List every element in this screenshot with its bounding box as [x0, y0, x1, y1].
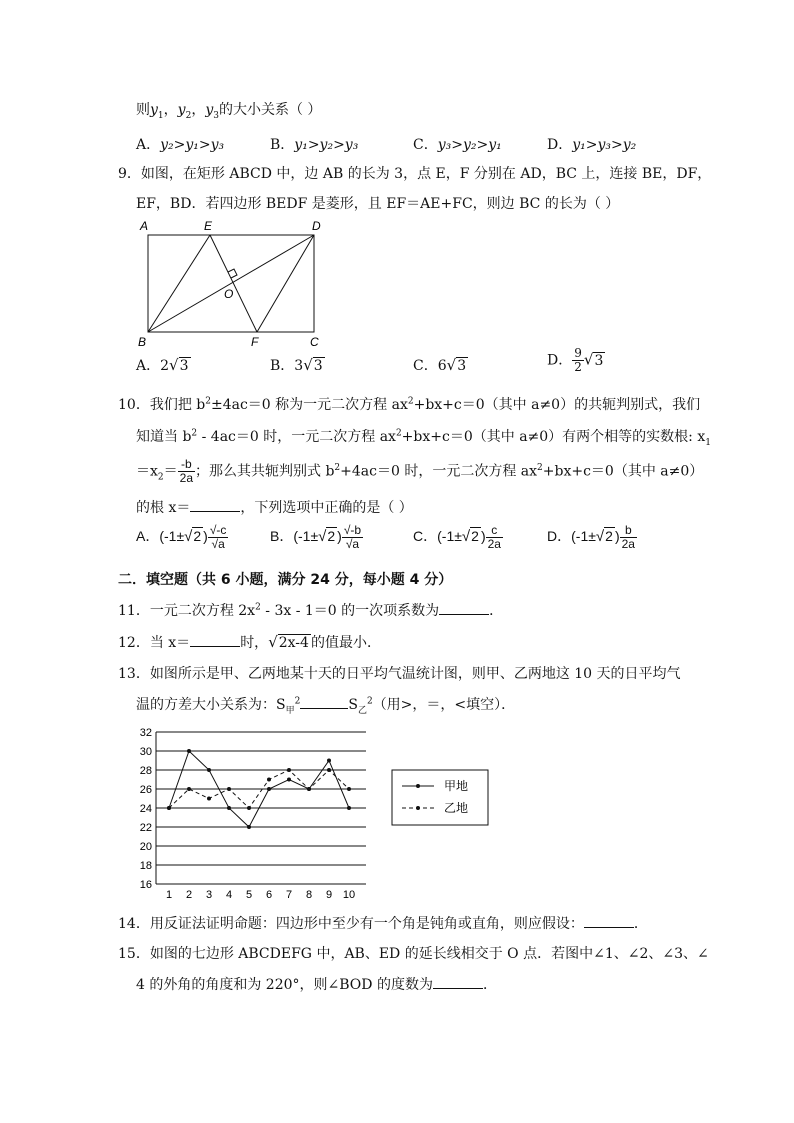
label-c: C: [310, 335, 319, 348]
series-2-point: [287, 768, 291, 772]
q10-line1: 10．我们把 $b^2\pm 4ac=0$ 称为一元二次方程 $ax^2+bx+c=0$（其中 a≠0）的共轭判别式，我们: [118, 396, 701, 413]
x-tick-label: 3: [205, 889, 213, 901]
q15-answer-blank[interactable]: [433, 988, 483, 989]
x-tick-label: 8: [305, 889, 313, 901]
legend-marker-2: [416, 806, 420, 810]
q15-line2: 4 的外角的角度和为 220°，则∠BOD 的度数为 ．: [136, 977, 497, 993]
x-tick-label: 9: [325, 889, 333, 901]
q8-option-b[interactable]: B．y₁>y₂>y₃: [270, 137, 359, 153]
legend-box: [392, 770, 488, 825]
q10-line2: 知道当 $b^2 - 4ac=0$ 时，一元二次方程 $ax^2+bx+c=0$（其中 a≠0）有两个相等的实数根: $x_1$: [136, 428, 711, 448]
y-tick-label: 22: [139, 822, 152, 834]
q9-rectangle-figure: [130, 216, 330, 348]
segment-bd: [148, 235, 314, 332]
label-e: E: [204, 219, 213, 233]
label-a: A: [140, 219, 149, 233]
series-2-point: [167, 806, 171, 810]
q11-answer-blank[interactable]: [439, 614, 489, 615]
right-angle-mark: [228, 269, 237, 278]
series-2-point: [207, 797, 211, 801]
y-tick-label: 32: [139, 727, 152, 739]
series-2-point: [267, 778, 271, 782]
q9-option-a[interactable]: A．2√3: [136, 356, 189, 374]
section-2-heading: 二．填空题（共 6 小题，满分 24 分，每小题 4 分）: [118, 572, 453, 588]
q10-option-b[interactable]: B．(-1±√2 ) $\frac{√-b}{√a}$: [270, 523, 362, 551]
q9-line2: EF，BD．若四边形 BEDF 是菱形，且 EF＝AE+FC，则边 BC 的长为（ ）: [136, 196, 620, 212]
q9-option-c[interactable]: C．6√3: [413, 356, 467, 374]
series-2-point: [227, 787, 231, 791]
series-2-point: [327, 768, 331, 772]
q10-option-c[interactable]: C．(-1±√2 ) $\frac{c}{2a}$: [413, 523, 501, 551]
q12-line: 12．当 x＝ 时，√2x-4 的值最小．: [118, 633, 381, 651]
series-2-point: [247, 806, 251, 810]
y-tick-label: 30: [139, 746, 152, 758]
series-2-point: [307, 787, 311, 791]
label-b: B: [138, 335, 147, 348]
chart-x-ticks: [166, 889, 355, 901]
chart-legend: [392, 770, 488, 825]
x-tick-label: 6: [265, 889, 273, 901]
q12-answer-blank[interactable]: [190, 646, 240, 647]
x-tick-label: 4: [225, 889, 233, 901]
q8-option-a[interactable]: A．y₂>y₁>y₃: [136, 137, 225, 153]
y-tick-label: 16: [139, 879, 152, 891]
x-tick-label: 7: [285, 889, 293, 901]
series-1-point: [207, 768, 211, 772]
q8-option-d[interactable]: D．y₁>y₃>y₂: [547, 137, 637, 153]
segment-ef: [210, 235, 257, 332]
series-1-point: [327, 759, 331, 763]
q9-option-d[interactable]: D． $\frac{9}{2}$ √3: [547, 346, 604, 374]
q8-option-c[interactable]: C．y₃>y₂>y₁: [413, 137, 502, 153]
chart-y-ticks: [140, 727, 152, 891]
q9-option-b[interactable]: B．3√3: [270, 356, 323, 374]
q10-line4: 的根 x＝ ，下列选项中正确的是（ ）: [136, 500, 413, 516]
series-2-point: [347, 787, 351, 791]
legend-marker-1: [416, 784, 420, 788]
series-1-point: [187, 749, 191, 753]
label-d: D: [312, 219, 321, 233]
q14-line: 14．用反证法证明命题：四边形中至少有一个角是钝角或直角，则应假设： ．: [118, 916, 648, 932]
q11-line: 11．一元二次方程 $2x^2 - 3x - 1=0$ 的一次项系数为 ．: [118, 602, 504, 619]
series-2-point: [187, 787, 191, 791]
label-f: F: [251, 335, 259, 348]
q13-answer-blank[interactable]: [300, 708, 348, 709]
y-tick-label: 26: [139, 784, 152, 796]
legend-label-1: 甲地: [444, 779, 469, 793]
series-1-point: [267, 787, 271, 791]
series-1-point: [227, 806, 231, 810]
legend-label-2: 乙地: [444, 801, 469, 815]
q13-line1: 13．如图所示是甲、乙两地某十天的日平均气温统计图，则甲、乙两地这 10 天的日平均气: [118, 666, 681, 682]
label-o: O: [224, 287, 234, 301]
temperature-line-chart: [130, 722, 500, 906]
x-tick-label: 1: [165, 889, 173, 901]
q8-continuation: 则$y_1$，$y_2$，$y_3$的大小关系（ ）: [136, 102, 322, 121]
y-tick-label: 28: [139, 765, 152, 777]
x-tick-label: 10: [342, 889, 356, 901]
series-1-point: [347, 806, 351, 810]
q15-line1: 15．如图的七边形 ABCDEFG 中，AB、ED 的延长线相交于 O 点．若图中∠1、∠2、∠3、∠: [118, 946, 709, 962]
y-tick-label: 18: [139, 860, 152, 872]
q10-option-a[interactable]: A．(-1±√2 ) $\frac{√-c}{√a}$: [136, 523, 227, 551]
q10-option-d[interactable]: D．(-1±√2 ) $\frac{b}{2a}$: [547, 523, 635, 551]
segment-fd: [257, 235, 314, 332]
series-1-point: [287, 778, 291, 782]
series-1-point: [247, 825, 251, 829]
q14-answer-blank[interactable]: [584, 927, 634, 928]
segment-be: [148, 235, 210, 332]
x-tick-label: 2: [185, 889, 193, 901]
y-tick-label: 24: [139, 803, 152, 815]
q10-answer-blank[interactable]: [190, 511, 240, 512]
q10-line3: $=x_2=$ $\frac{-b}{2a}$ ；那么其共轭判别式 $b^2+4ac=0$ 时，一元二次方程 $ax^2+bx+c=0$（其中 a≠0）: [136, 457, 704, 485]
y-tick-label: 20: [139, 841, 152, 853]
q9-line1: 9．如图，在矩形 ABCD 中，边 AB 的长为 3，点 E，F 分别在 AD，BC 上，连接 BE，DF，: [118, 166, 712, 182]
x-tick-label: 5: [245, 889, 253, 901]
q13-line2: 温的方差大小关系为：$S_甲^2$ $S_乙^2$（用>，＝，<填空）．: [136, 696, 516, 716]
